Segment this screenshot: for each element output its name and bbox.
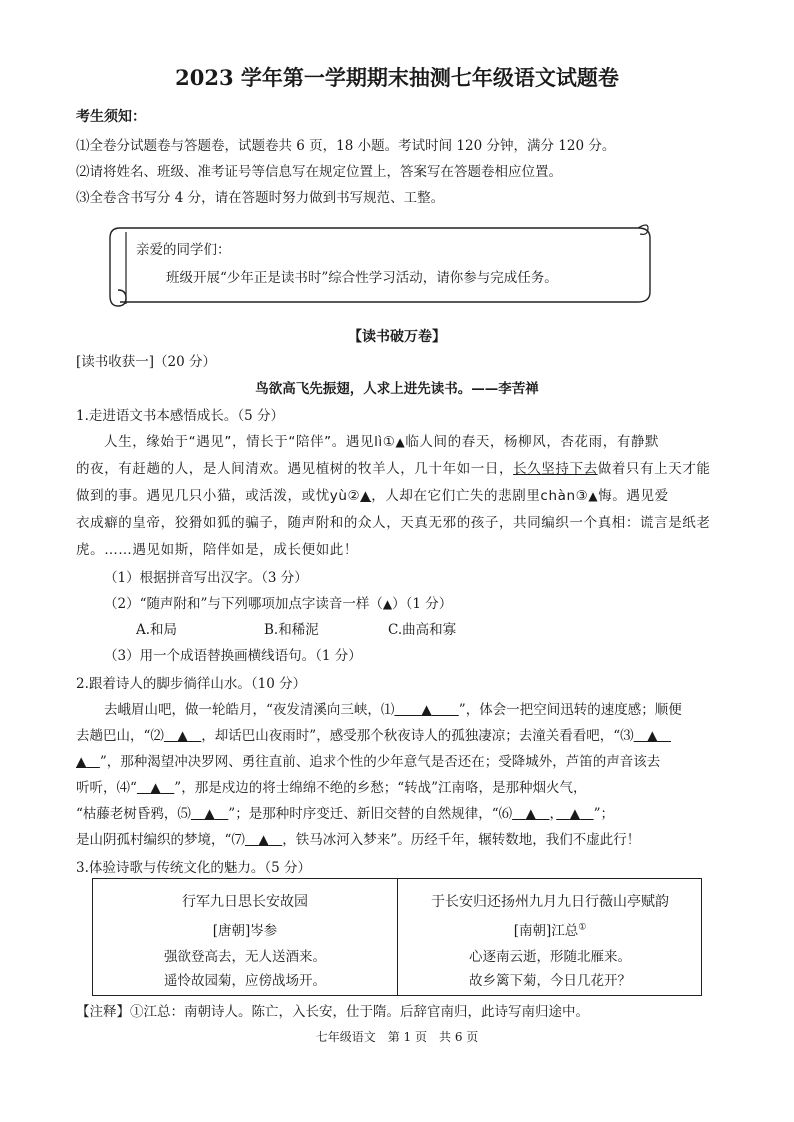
footnote: 【注释】①江总：南朝诗人。陈亡，入长安，仕于隋。后辞官南归，此诗写南归途中。 (76, 1004, 589, 1020)
poem-author: [唐朝]岑参 (212, 923, 278, 939)
blank-marker: ▲ (395, 435, 406, 449)
passage-text: ，却话巴山夜雨时”，感受那个秋夜诗人的孤独凄凉；去潼关看看吧，“⑶ (201, 728, 634, 744)
scroll-frame-icon (106, 218, 652, 310)
passage-text: 是山阴孤村编织的梦境，“⑺ (76, 832, 245, 848)
blank-line (245, 832, 282, 848)
q1-passage-line (104, 430, 659, 450)
question-2-title: 2.跟着诗人的脚步徜徉山水。（10 分） (76, 676, 307, 692)
q1-sub1: （1）根据拼音写出汉字。（3 分） (104, 570, 308, 586)
passage-text: 临人间的春天，杨柳风，杏花雨，有静默 (405, 434, 660, 450)
q2-passage-line (104, 698, 682, 718)
q2-passage-line (76, 750, 660, 770)
passage-text: 做着只有上天才能 (597, 461, 711, 477)
passage-text: ”； (593, 806, 615, 822)
passage-text: 去趟巴山，“⑵ (76, 728, 164, 744)
blank-marker: ▲ (76, 754, 87, 770)
passage-text: ，人却在它们亡失的悲剧里chàn③ (371, 488, 589, 504)
scroll-banner (106, 218, 652, 310)
passage-text: 去峨眉山吧，做一轮皓月，“夜发清溪向三峡，⑴ (104, 702, 395, 718)
option-c: C.曲高和寡 (388, 622, 457, 638)
poem-2 (397, 879, 702, 995)
blank-marker: ▲ (258, 832, 269, 848)
notice-heading: 考生须知： (76, 109, 146, 125)
blank-line (512, 806, 549, 822)
blank-marker: ▲ (647, 728, 658, 744)
passage-text: 人生，缘始于“遇见”，情长于“陪伴”。遇见lì① (104, 434, 396, 450)
poem-author-text: [南朝]江总 (513, 923, 579, 939)
poem-author (398, 919, 702, 939)
q1-sub3: （3）用一个成语替换画横线语句。（1 分） (104, 648, 362, 664)
option-b: B.和稀泥 (264, 622, 319, 638)
scroll-body: 班级开展“少年正是读书时”综合性学习活动，请你参与完成任务。 (166, 270, 558, 286)
passage-text: ”；是那种时序变迁、新旧交替的自然规律，“⑹ (228, 806, 513, 822)
question-3-title: 3.体验诗歌与传统文化的魅力。（5 分） (76, 860, 312, 876)
section-title: 【读书破万卷】 (348, 329, 446, 345)
poem-title: 行军九日思长安故园 (182, 894, 308, 910)
question-1-title: 1.走进语文书本感悟成长。（5 分） (76, 408, 285, 424)
q1-passage-line: 衣成癖的皇帝，狡猾如狐的骗子，随声附和的众人，天真无邪的孩子，共同编织一个真相：谎言是纸老 (76, 515, 711, 531)
notice-item: ⑶全卷含书写分 4 分，请在答题时努力做到书写规范、工整。 (76, 190, 445, 206)
page-footer: 七年级语文 第 1 页 共 6 页 (315, 1030, 479, 1044)
blank-line (137, 780, 174, 796)
q2-passage-line: “枯藤老树昏鸦，⑸ ▲ ”；是那种时序变迁、新旧交替的自然规律，“⑹ ▲ ， ▲ ”； (76, 806, 615, 822)
poem-title: 于长安归还扬州九月九日行薇山亭赋韵 (431, 894, 669, 910)
page-title: 2023 学年第一学期期末抽测七年级语文试题卷 (175, 65, 619, 90)
blank-line (394, 702, 458, 718)
q2-passage-line (76, 776, 587, 796)
quote: 鸟欲高飞先振翅，人求上进先读书。——李苦禅 (255, 381, 539, 397)
poem-line: 强欲登高去，无人送酒来。 (164, 949, 326, 965)
blank-marker: ▲ (177, 728, 188, 744)
blank-line (76, 754, 100, 770)
blank-line (191, 806, 228, 822)
blank-marker: ▲ (525, 806, 536, 822)
blank-marker: ▲ (569, 806, 581, 822)
passage-text: 悔。遇见爱 (598, 488, 669, 504)
passage-text: 做到的事。遇见几只小猫，或活泼，或忧yù② (76, 488, 361, 504)
notice-item: ⑴全卷分试题卷与答题卷，试题卷共 6 页，18 小题。考试时间 120 分钟，满分 120 分。 (76, 138, 616, 154)
q1-sub2-text: （2）“随声附和”与下列哪项加点字读音一样（ (104, 596, 383, 612)
passage-text: ”，那种渴望冲决罗网、勇往直前、追求个性的少年意气是否还在；受降城外，芦笛的声音该去 (99, 754, 661, 770)
blank-marker: ▲ (360, 488, 372, 504)
q1-sub2 (104, 592, 452, 612)
q1-passage-line: 虎。……遇见如斯，陪伴如是，成长便如此！ (76, 542, 358, 558)
q1-passage-line (76, 484, 669, 504)
blank-line (164, 728, 201, 744)
blank-marker: ▲ (382, 597, 393, 611)
blank-marker: ▲ (421, 702, 432, 718)
blank-marker: ▲ (588, 489, 599, 503)
poem-line: 心逐南云逝，形随北雁来。 (469, 949, 631, 965)
blank-line (634, 728, 671, 744)
poem-line: 遥怜故园菊，应傍战场开。 (164, 973, 326, 989)
blank-marker: ▲ (204, 806, 215, 822)
q2-passage-line (76, 724, 671, 744)
poem-1 (93, 879, 397, 995)
notice-item: ⑵请将姓名、班级、准考证号等信息写在规定位置上，答案写在答题卷相应位置。 (76, 164, 562, 180)
part-heading: [读书收获一]（20 分） (76, 354, 217, 370)
scroll-greeting: 亲爱的同学们： (136, 242, 231, 258)
passage-text: 听听，⑷“ (76, 780, 137, 796)
underlined-phrase: 长久坚持下去 (513, 461, 598, 477)
q1-sub2-end: ）（1 分） (392, 596, 453, 612)
passage-text: ”，体会一把空间迅转的速度感；顺便 (458, 702, 682, 718)
q1-passage-line (76, 457, 711, 477)
passage-text: ”，那是戍边的将士绵绵不绝的乡愁；“转战”江南咯，是那种烟火气， (174, 780, 587, 796)
passage-text: ，铁马冰河入梦来”。历经千年，辗转数地，我们不虚此行！ (282, 832, 641, 848)
poem-table (92, 878, 702, 996)
passage-text: 的夜，有赶趟的人，是人间清欢。遇见植树的牧羊人，几十年如一日， (76, 461, 514, 477)
poem-line: 故乡篱下菊，今日几花开？ (469, 973, 631, 989)
footnote-mark: ① (578, 922, 587, 933)
q2-passage-line (76, 828, 640, 848)
blank-line (556, 806, 593, 822)
passage-text: “枯藤老树昏鸦，⑸ (76, 806, 191, 822)
blank-marker: ▲ (150, 780, 161, 796)
option-a: A.和局 (136, 622, 178, 638)
